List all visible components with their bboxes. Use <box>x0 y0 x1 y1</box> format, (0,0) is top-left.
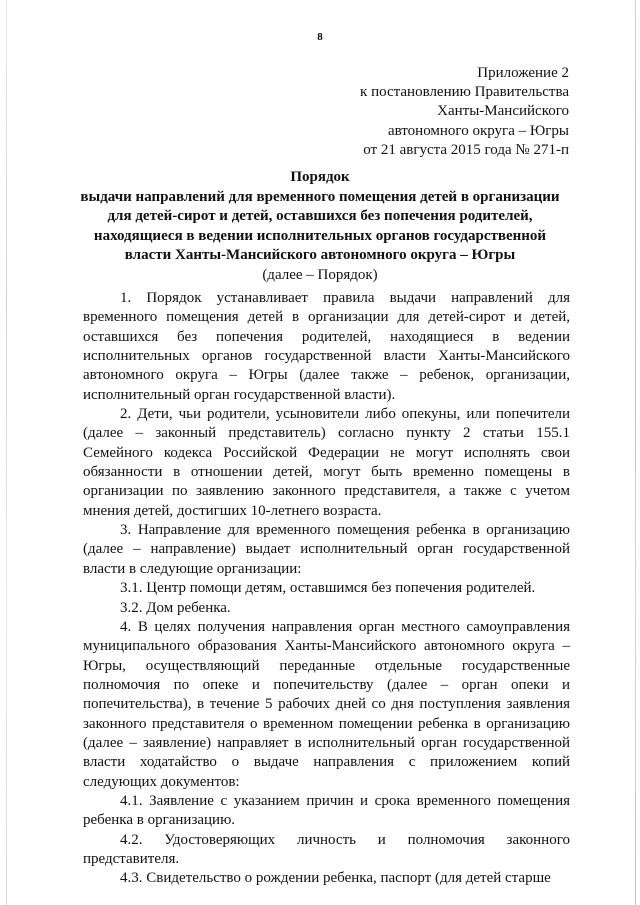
heading-line: власти Ханты-Мансийского автономного округа – Югры <box>124 247 516 263</box>
paragraph-2: 2. Дети, чьи родители, усыновители либо опекуны, или попечители (далее – законный представитель) согласно пункту 2 статьи 155.1 Семейного кодекса Российской Федерации не могут исполнять свои обязанности в отношении детей, могут быть временно помещены в организации по заявлению законного представителя, а также с учетом мнения детей, достигших 10-летнего возраста. <box>83 406 570 519</box>
appendix-line: Приложение 2 <box>477 65 569 81</box>
scan-edge-right <box>635 0 636 905</box>
appendix-line: автономного округа – Югры <box>387 122 569 139</box>
heading-line: находящиеся в ведении исполнительных органов государственной <box>93 227 547 244</box>
paragraph-4-3: 4.3. Свидетельство о рождении ребенка, паспорт (для детей старше <box>120 870 551 887</box>
appendix-block <box>309 64 569 160</box>
scan-edge-left <box>6 0 7 905</box>
heading-title: Порядок <box>290 169 350 185</box>
appendix-line: к постановлению Правительства <box>360 84 569 101</box>
heading-line: выдачи направлений для временного помещения детей в организации <box>80 188 560 205</box>
paragraph-3-2: 3.2. Дом ребенка. <box>120 599 231 616</box>
paragraph-4-1: 4.1. Заявление с указанием причин и срока временного помещения ребенка в организацию. <box>83 792 570 829</box>
appendix-line: Ханты-Мансийского <box>437 103 569 120</box>
paragraph-3-1: 3.1. Центр помощи детям, оставшимся без попечения родителей. <box>120 580 536 597</box>
paragraph-1: 1. Порядок устанавливает правила выдачи направлений для временного помещения детей в организации для детей-сирот и детей, оставшихся без попечения родителей, находящиеся в ведении исполнительных органов государственной власти Ханты-Мансийского автономного округа – Югры (далее также – ребенок, организации, исполнительный орган государственной власти). <box>83 290 570 403</box>
paragraph-4-2: 4.2. Удостоверяющих личность и полномочия законного представителя. <box>83 831 570 867</box>
paragraph-3: 3. Направление для временного помещения ребенка в организацию (далее – направление) выдает исполнительный орган государственной власти в следующие организации: <box>83 522 570 577</box>
page-number: 8 <box>317 31 323 43</box>
heading-subtitle: (далее – Порядок) <box>262 266 378 283</box>
appendix-line: от 21 августа 2015 года № 271-п <box>363 141 569 158</box>
document-body <box>83 289 570 889</box>
document-heading <box>70 168 570 285</box>
heading-line: для детей-сирот и детей, оставшихся без попечения родителей, <box>107 208 533 224</box>
paragraph-4: 4. В целях получения направления орган местного самоуправления муниципального образования Ханты-Мансийского автономного округа – Югры, осуществляющий переданные отдельные государственные полномочия по опеке и попечительству (далее – орган опеки и попечительства), в течение 5 рабочих дней со дня поступления заявления законного представителя о временном помещении ребенка в организацию (далее – заявление) направляет в исполнительный орган государственной власти ходатайство о выдаче направления с приложением копий следующих документов: <box>83 618 570 790</box>
